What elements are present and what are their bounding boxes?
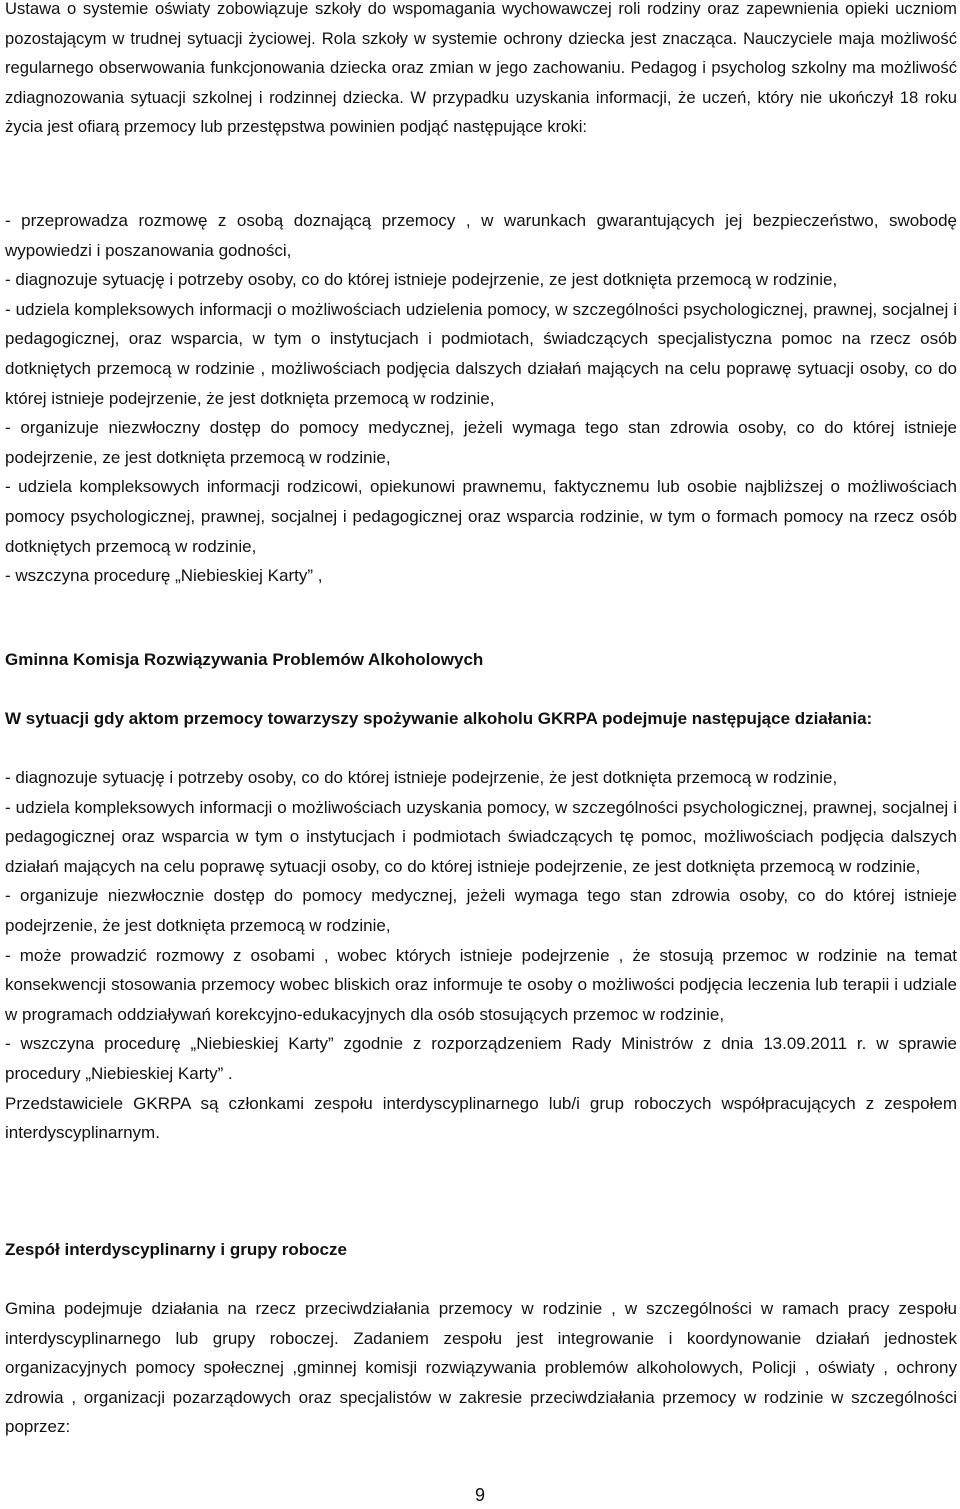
list-item: - organizuje niezwłocznie dostęp do pomocy medycznej, jeżeli wymaga tego stan zdrowia osoby, co do której istnieje podejrzenie, że jest dotknięta przemocą w rodzinie, [5, 886, 957, 935]
list-item: Przedstawiciele GKRPA są członkami zespołu interdyscyplinarnego lub/i grup roboczych współpracujących z zespołem interdyscyplinarnym. [5, 1093, 957, 1143]
team-heading: Zespół interdyscyplinarny i grupy robocze [5, 1240, 347, 1259]
list-item: - wszczyna procedurę „Niebieskiej Karty” zgodnie z rozporządzeniem Rady Ministrów z dnia 13.09.2011 r. w sprawie procedury „Niebieskiej Karty” . [5, 1034, 957, 1083]
team-paragraph: Gmina podejmuje działania na rzecz przeciwdziałania przemocy w rodzinie , w szczególności w ramach pracy zespołu interdyscyplinarnego lub grupy roboczej. Zadaniem zespołu jest integrowanie i koordynowanie działań jednostek organizacyjnych pomocy społecznej ,gminnej komisji rozwiązywania problemów alkoholowych, Policji , oświaty , ochrony zdrowia , organizacji pozarządowych oraz specjalistów w zakresie przeciwdziałania przemocy w rodzinie w szczególności poprzez: [5, 1299, 957, 1437]
school-steps-list [5, 206, 957, 591]
gkrpa-heading: Gminna Komisja Rozwiązywania Problemów Alkoholowych [5, 650, 484, 669]
list-item: - udziela kompleksowych informacji o możliwościach udzielenia pomocy, w szczególności psychologicznej, prawnej, socjalnej i pedagogicznej, oraz wsparcia, w tym o instytucjach i podmiotach, świadczących specjalistyczna pomoc na rzecz osób dotkniętych przemocą w rodzinie , możliwościach podjęcia dalszych działań mających na celu poprawę sytuacji osoby, co do której istnieje podejrzenie, że jest dotknięta przemocą w rodzinie, [5, 299, 957, 408]
intro-text-1: Ustawa o systemie oświaty zobowiązuje szkoły do wspomagania wychowawczej roli rodziny oraz zapewnienia opieki uczniom pozostającym w trudnej sytuacji życiowej. Rola szkoły w systemie ochrony dziecka jest znacząca. Nauczyciele maja możliwość regularnego obserwowania funkcjonowania dziecka oraz zmian w jego zachowaniu. [5, 0, 957, 78]
list-item: - udziela kompleksowych informacji o możliwościach uzyskania pomocy, w szczególności psychologicznej, prawnej, socjalnej i pedagogicznej oraz wsparcia w tym o instytucjach i podmiotach świadczących tę pomoc, możliwościach podjęcia dalszych działań mających na celu poprawę sytuacji osoby, co do której istnieje podejrzenie, ze jest dotknięta przemocą w rodzinie, [5, 797, 957, 876]
page-number: 9 [474, 1485, 485, 1505]
list-item: - może prowadzić rozmowy z osobami , wobec których istnieje podejrzenie , że stosują przemoc w rodzinie na temat konsekwencji stosowania przemocy wobec bliskich oraz informuje te osoby o możliwości podjęcia leczenia lub terapii i udziale w programach oddziaływań korekcyjno-edukacyjnych dla osób stosujących przemoc w rodzinie, [5, 945, 957, 1024]
intro-text-2: Pedagog i psycholog szkolny ma możliwość zdiagnozowania sytuacji szkolnej i rodzinnej dziecka. W przypadku uzyskania informacji, że uczeń, który nie ukończył 18 roku życia jest ofiarą przemocy lub przestępstwa powinien podjąć następujące kroki: [5, 58, 957, 137]
gkrpa-subheading: W sytuacji gdy aktom przemocy towarzyszy spożywanie alkoholu GKRPA podejmuje następujące działania: [5, 709, 873, 728]
list-item: - przeprowadza rozmowę z osobą doznającą przemocy , w warunkach gwarantujących jej bezpieczeństwo, swobodę wypowiedzi i poszanowania godności, [5, 211, 957, 260]
list-item: - udziela kompleksowych informacji rodzicowi, opiekunowi prawnemu, faktycznemu lub osobie najbliższej o możliwościach pomocy psychologicznej, prawnej, socjalnej i pedagogicznej oraz wsparcia rodzinie, w tym o formach pomocy na rzecz osób dotkniętych przemocą w rodzinie, [5, 477, 957, 556]
list-item: - diagnozuje sytuację i potrzeby osoby, co do której istnieje podejrzenie, ze jest dotknięta przemocą w rodzinie, [5, 270, 838, 290]
list-item: - organizuje niezwłoczny dostęp do pomocy medycznej, jeżeli wymaga tego stan zdrowia osoby, co do której istnieje podejrzenie, ze jest dotknięta przemocą w rodzinie, [5, 418, 957, 467]
list-item: - diagnozuje sytuację i potrzeby osoby, co do której istnieje podejrzenie, że jest dotknięta przemocą w rodzinie, [5, 768, 838, 787]
intro-paragraph-1 [5, 0, 957, 142]
gkrpa-steps-list [5, 763, 957, 1148]
list-item: - wszczyna procedurę „Niebieskiej Karty” , [5, 566, 323, 586]
